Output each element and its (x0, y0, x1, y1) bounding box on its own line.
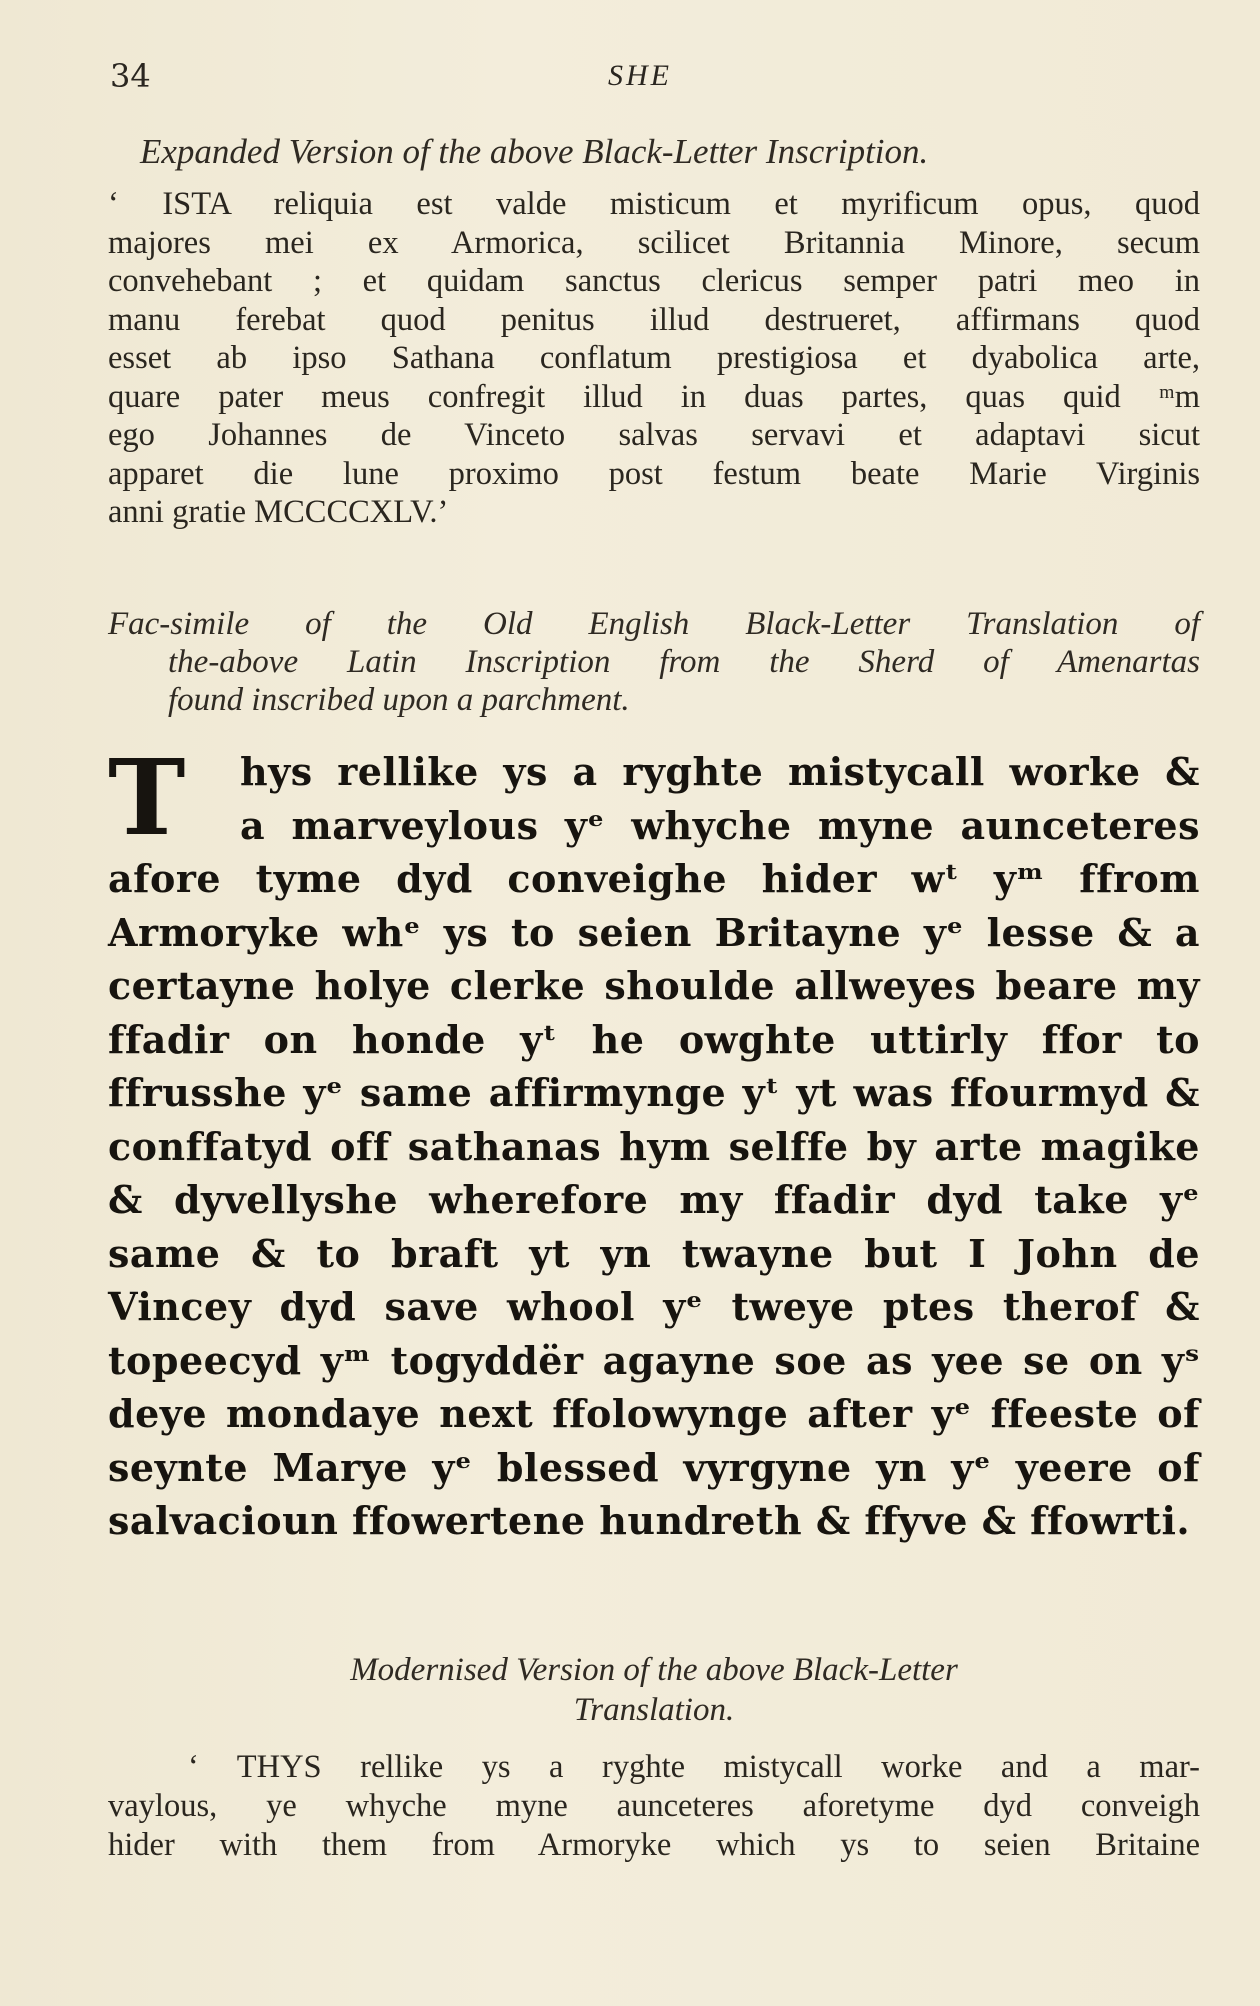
blackletter-line: ffadir on honde yᵗ he owghte uttirly ffor to (108, 1016, 1200, 1062)
modernised-line: hider with them from Armoryke which ys to seien Britaine (108, 1827, 1200, 1863)
modernised-line: vaylous, ye whyche myne aunceteres aforetyme dyd conveigh (108, 1788, 1200, 1824)
latin-section-heading: Expanded Version of the above Black-Letter Inscription. (140, 132, 929, 171)
blackletter-line: ffrusshe yᵉ same affirmynge yᵗ yt was ffourmyd & (108, 1070, 1200, 1115)
latin-line: majores mei ex Armorica, scilicet Britannia Minore, secum (108, 224, 1200, 261)
modernised-paragraph (108, 1748, 1200, 1865)
modernised-heading-line: Modernised Version of the above Black-Letter (350, 1652, 958, 1688)
page-header (110, 55, 1200, 105)
latin-line: convehebant ; et quidam sanctus clericus semper patri meo in (108, 263, 1200, 299)
blackletter-line: Vincey dyd save whool yᵉ tweye ptes therof & (108, 1284, 1200, 1329)
modernised-section-heading (108, 1650, 1200, 1730)
blackletter-line: deye mondaye next ffolowynge after yᵉ ffeeste of (108, 1391, 1200, 1436)
blackletter-line: Armoryke whᵉ ys to seien Britayne yᵉ lesse & a (108, 909, 1200, 955)
blackletter-line: salvacioun ffowertene hundreth & ffyve & ffowrti. (108, 1498, 1191, 1543)
latin-line: anni gratie MCCCCXLV.’ (108, 494, 449, 530)
blackletter-line: topeecyd yᵐ togyddër agayne soe as yee se on yˢ (108, 1337, 1200, 1383)
modernised-line: ‘ THYS rellike ys a ryghte mistycall worke and a mar- (188, 1749, 1200, 1785)
blackletter-line: & dyvellyshe wherefore my ffadir dyd take yᵉ (108, 1177, 1200, 1222)
running-head: SHE (608, 59, 672, 92)
modernised-heading-line: Translation. (573, 1692, 735, 1728)
blackletter-line: seynte Marye yᵉ blessed vyrgyne yn yᵉ yeere of (108, 1444, 1200, 1490)
blackletter-line: a marveylous yᵉ whyche myne aunceteres (240, 802, 1200, 848)
blackletter-line: afore tyme dyd conveighe hider wᵗ yᵐ ffrom (108, 856, 1200, 901)
latin-line: ‘ ISTA reliquia est valde misticum et myrificum opus, quod (108, 186, 1200, 222)
latin-line: manu ferebat quod penitus illud destrueret, affirmans quod (108, 301, 1200, 338)
drop-cap: T (108, 736, 186, 859)
latin-paragraph (108, 185, 1200, 532)
latin-line: esset ab ipso Sathana conflatum prestigiosa et dyabolica arte, (108, 340, 1200, 376)
blackletter-line: certayne holye clerke shoulde allweyes beare my (108, 963, 1200, 1008)
facsimile-heading-line: the-above Latin Inscription from the Sherd of Amenartas (168, 644, 1200, 680)
latin-line: apparet die lune proximo post festum beate Marie Virginis (108, 455, 1200, 492)
blackletter-paragraph (108, 736, 1200, 1548)
facsimile-section-heading (108, 605, 1200, 719)
facsimile-heading-line: Fac-simile of the Old English Black-Letter Translation of (108, 606, 1200, 642)
latin-line: quare pater meus confregit illud in duas partes, quas quid ᵐm (108, 378, 1200, 415)
facsimile-heading-line: found inscribed upon a parchment. (168, 682, 630, 718)
blackletter-line: hys rellike ys a ryghte mistycall worke & (240, 749, 1200, 794)
latin-line: ego Johannes de Vinceto salvas servavi et adaptavi sicut (108, 417, 1200, 453)
blackletter-line: same & to braft yt yn twayne but I John de (108, 1230, 1200, 1276)
blackletter-line: conffatyd off sathanas hym selffe by arte magike (108, 1123, 1200, 1169)
page-number: 34 (110, 57, 151, 95)
